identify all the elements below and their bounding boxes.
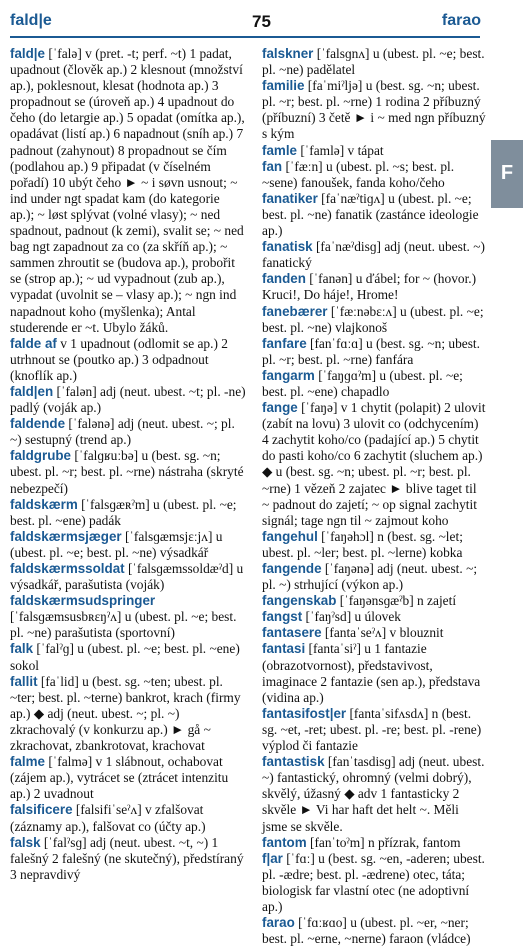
headword: faldskærmsjæger <box>10 528 122 544</box>
left-column <box>10 46 246 883</box>
dictionary-entry <box>262 609 486 625</box>
dictionary-entry <box>10 802 246 834</box>
dictionary-entry <box>10 448 246 496</box>
entry-body: [ˈfalən] adj (neut. ubest. ~t; pl. -ne) padlý (voják ap.) <box>10 383 246 416</box>
headword: falme <box>10 754 45 770</box>
entry-body: [fanˈtoˀm] n přízrak, fantom <box>306 834 461 850</box>
dictionary-entry <box>262 46 486 78</box>
headword: fangenskab <box>262 593 337 609</box>
dictionary-entry <box>262 851 486 915</box>
entry-body: [ˈfalmə] v 1 slábnout, ochabovat (zájem ap.), vytrácet se (ztrácet intenzitu ap.) 2 uvadnout <box>10 754 229 802</box>
headword: fald|e <box>10 46 46 61</box>
headword: farao <box>262 915 295 931</box>
entry-body: [ˈfalsɡæmsusbʀɛŋˀʌ] u (ubest. pl. ~e; best. pl. ~ne) parašutista (sportovní) <box>10 609 237 641</box>
dictionary-entry <box>262 368 486 400</box>
dictionary-entry <box>262 271 486 303</box>
thumb-index-tab <box>491 140 523 208</box>
right-column <box>262 46 486 947</box>
entry-body: [fantaˈseˀʌ] v blouznit <box>321 625 444 641</box>
dictionary-entry <box>262 529 486 561</box>
headword: faldgrube <box>10 448 72 464</box>
dictionary-entry <box>10 674 246 754</box>
dictionary-entry <box>262 561 486 593</box>
entry-body: [falsifiˈseˀʌ] v zfalšovat (záznamy ap.), falšovat co (účty ap.) <box>10 802 206 834</box>
entry-body: [ˈfamlə] v tápat <box>296 142 384 158</box>
headword: fantasifost|er <box>262 705 347 721</box>
entry-body: [fantaˈsifʌsdʌ] n (best. sg. ~et, -ret; ubest. pl. -re; best. pl. -rene) výplod či fantazie <box>262 705 482 754</box>
entry-body: [fantaˈsiˀ] u 1 fantazie (obrazotvornost), představivost, imaginace 2 fantazie (sen ap.), představa (vidina ap.) <box>262 641 481 705</box>
dictionary-entry <box>262 159 486 191</box>
entry-body: [ˈfaŋənə] adj (neut. ubest. ~; pl. ~) strhující (výkon ap.) <box>262 561 478 593</box>
header-rule <box>10 36 480 38</box>
dictionary-entry <box>10 384 246 416</box>
dictionary-entry <box>262 625 486 641</box>
entry-body: [ˈfanən] u ďábel; for ~ (hovor.) Kruci!, Do háje!, Hrome! <box>262 271 477 303</box>
dictionary-entry <box>10 497 246 529</box>
dictionary-entry <box>262 191 486 239</box>
entry-body: [ˈfalə] v (pret. -t; perf. ~t) 1 padat, upadnout (člověk ap.) 2 klesnout (množství ap.), poklesnout, klesat (hodnota ap.) 3 propadnout se (úroveň ap.) 4 upadnout do čeho (do letargie ap.) 5 opadat (omítka ap.), opadávat (listí ap.) 6 napadnout (sníh ap.) 7 padnout (zahynout) 8 propadnout se čím (podlahou ap.) 9 připadat (v číselném pořadí) 10 ubýt čeho ► ~ i søvn usnout; ~ ind under ngt spadat kam (do kategorie ap.); ~ løst spl‎ývat (volné vlasy); ~ ned spadnout, padnout (k zemi), svalit se; ~ ned bag ngt zapadnout za co (za skříň ap.); ~ sammen zhroutit se (budova ap.), probořit se (strop ap.); ~ ud vypadnout (zub ap.), vypadat (uvolnit se – vlasy ap.); ~ ngn ind napadnout koho (myšlenka); Antal studerende er ~t. Ubylo žáků. <box>10 46 245 335</box>
entry-body: [faˈlid] u (best. sg. ~ten; ubest. pl. ~ter; best. pl. ~terne) bankrot, krach (firmy ap.) ◆ adj (neut. ubest. ~; pl. ~) zkrachovalý (v konkurzu ap.) ► gå ~ zkrachovat, zbankrotovat, krachovat <box>10 673 241 754</box>
headword: fange <box>262 400 298 416</box>
entry-body: [ˈfaŋˀsd] u úlovek <box>302 609 402 625</box>
headword: fantom <box>262 834 307 850</box>
headword: fantasi <box>262 641 306 657</box>
entry-body: [ˈfæːnəbɛːʌ] u (ubest. pl. ~e; best. pl. ~ne) vlajkonoš <box>262 303 484 335</box>
headword: falsk <box>10 834 41 850</box>
dictionary-entry <box>262 835 486 851</box>
headword: fanfare <box>262 335 307 351</box>
guide-word-right: farao <box>441 12 481 29</box>
dictionary-entry <box>10 593 246 641</box>
entry-body: [ˈfalsɡnʌ] u (ubest. pl. ~e; best. pl. ~ne) padělatel <box>262 46 485 78</box>
headword: faldskærmssoldat <box>10 561 125 576</box>
dictionary-entry <box>262 143 486 159</box>
headword: falk <box>10 641 34 657</box>
entry-body: [ˈfalˀɡ] u (ubest. pl. ~e; best. pl. ~ene) sokol <box>10 641 240 673</box>
headword: fanatisk <box>262 239 313 255</box>
headword: falde af <box>10 335 57 351</box>
entry-body: [ˈfɑːʁɑo] u (ubest. pl. ~er, ~ner; best. pl. ~erne, ~nerne) faraon (vládce) <box>262 915 471 947</box>
page-header <box>0 0 523 40</box>
dictionary-entry <box>262 78 486 142</box>
entry-body: [ˈfaŋɡɑˀm] u (ubest. pl. ~e; best. pl. ~ene) chapadlo <box>262 367 463 399</box>
dictionary-entry <box>10 46 246 336</box>
entry-body: [ˈfaŋənsɡæˀb] n zajetí <box>336 593 457 609</box>
dictionary-entry <box>10 336 246 384</box>
entry-body: [ˈfalsɡæmssoldæˀd] u výsadkář, parašutista (voják) <box>10 561 244 593</box>
dictionary-entry <box>262 915 486 947</box>
headword: fangende <box>262 561 322 576</box>
dictionary-entry <box>262 400 486 529</box>
entry-body: [ˈfaŋəhɔl] n (best. sg. ~let; ubest. pl. ~ler; best. pl. ~lerne) kobka <box>262 528 463 560</box>
headword: fald|en <box>10 383 54 399</box>
dictionary-entry <box>262 336 486 368</box>
entry-body: [ˈfæːn] u (ubest. pl. ~s; best. pl. ~sene) fanoušek, fanda koho/čeho <box>262 158 455 190</box>
entry-body: [ˈfalˀsɡ] adj (neut. ubest. ~t, ~) 1 falešný 2 falešný (ne skutečný), předstíraný 3 nepravdivý <box>10 834 244 882</box>
headword: fangst <box>262 609 303 625</box>
dictionary-entry <box>262 706 486 754</box>
dictionary-entry <box>262 641 486 705</box>
headword: fanden <box>262 271 306 287</box>
dictionary-entry <box>262 754 486 834</box>
thumb-index-letter: F <box>500 162 514 184</box>
headword: fantasere <box>262 625 322 641</box>
dictionary-entry <box>10 529 246 561</box>
entry-body: [faˈnæˀdisɡ] adj (neut. ubest. ~) fanatický <box>262 239 485 271</box>
headword: f|ar <box>262 850 283 866</box>
headword: fan <box>262 158 283 174</box>
dictionary-entry <box>262 304 486 336</box>
entry-body: [faˈnæˀtiɡʌ] u (ubest. pl. ~e; best. pl. ~ne) fanatik (zastánce ideologie ap.) <box>262 190 479 239</box>
dictionary-entry <box>10 754 246 802</box>
entry-body: [ˈfalsɡæʀˀm] u (ubest. pl. ~e; best. pl. ~ene) padák <box>10 496 237 528</box>
headword: falskner <box>262 46 314 61</box>
dictionary-entry <box>10 561 246 593</box>
entry-body: [ˈfalsɡæmsjɛːjʌ] u (ubest. pl. ~e; best. pl. ~ne) výsadkář <box>10 528 223 560</box>
headword: fangarm <box>262 367 315 383</box>
dictionary-entry <box>10 416 246 448</box>
headword: fanebærer <box>262 303 328 319</box>
headword: fantastisk <box>262 754 325 770</box>
entry-body: [ˈfaŋə] v 1 chytit (polapit) 2 ulovit (zabít na lovu) 3 ulovit co (odchycením) 4 zachytit koho/co (padající ap.) 5 chytit do pasti koho/co 6 zachytit (sluchem ap.) ◆ u (best. sg. ~n; ubest. pl. ~r; best. pl. ~rne) 1 vězeň 2 zajatec ► blive taget til ~ padnout do zajetí; ~ op signal zachytit signál; tage ngn til ~ zajmout koho <box>262 400 486 528</box>
page-number: 75 <box>252 12 271 31</box>
headword: faldende <box>10 416 66 432</box>
entry-body: [ˈfalənə] adj (neut. ubest. ~; pl. ~) sestupný (trend ap.) <box>10 416 235 448</box>
headword: fanatiker <box>262 190 318 206</box>
headword: fallit <box>10 673 38 689</box>
dictionary-entry <box>10 835 246 883</box>
headword: falsificere <box>10 802 73 818</box>
headword: faldskærmsudspringer <box>10 593 156 609</box>
headword: fangehul <box>262 528 318 544</box>
headword: faldskærm <box>10 496 78 512</box>
headword: famle <box>262 142 297 158</box>
dictionary-entry <box>10 641 246 673</box>
entry-body: v 1 upadnout (odlomit se ap.) 2 utrhnout se (poutko ap.) 3 odpadnout (knoflík ap.) <box>10 335 228 383</box>
entry-body: [fanˈfɑːɑ] u (best. sg. ~n; ubest. pl. ~r; best. pl. ~rne) fanfára <box>262 335 481 367</box>
entry-body: [ˈfɑː] u (best. sg. ~en, -aderen; ubest. pl. -ædre; best. pl. -ædrene) otec, táta; biologisk far vlastní otec (ne adoptivní ap.) <box>262 850 485 914</box>
entry-body: [faˈmiˀljə] u (best. sg. ~n; ubest. pl. ~r; best. pl. ~rne) 1 rodina 2 příbuzný (příbuzní) 3 četě ► i ~ med ngn příbuzný s kým <box>262 78 486 142</box>
dictionary-entry <box>262 239 486 271</box>
entry-body: [ˈfalɡʁuːbə] u (best. sg. ~n; ubest. pl. ~r; best. pl. ~rne) nástraha (skryté nebezpečí) <box>10 448 244 496</box>
headword: familie <box>262 78 305 94</box>
entry-body: [fanˈtasdisɡ] adj (neut. ubest. ~) fantastický, ohromný (velmi dobrý), skvělý, úžasný ◆ adv 1 fantasticky 2 skvěle ► Vi har haft det helt ~. Měli jsme se skvěle. <box>262 754 485 834</box>
guide-word-left: fald|e <box>10 12 52 29</box>
dictionary-entry <box>262 593 486 609</box>
